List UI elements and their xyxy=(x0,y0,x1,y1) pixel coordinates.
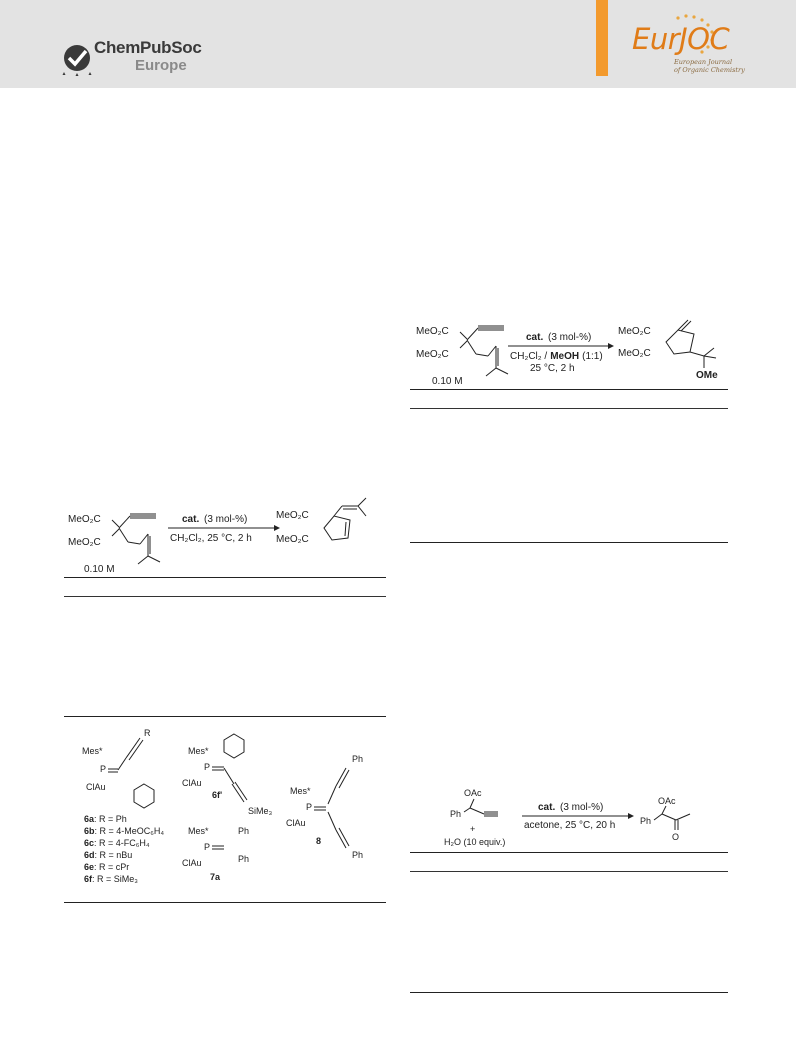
journal-subtitle-1: European Journal xyxy=(674,58,733,66)
scheme1-catalyst: cat. xyxy=(182,514,200,525)
scheme3-ph: Ph xyxy=(450,809,462,819)
scheme3-conditions: acetone, 25 °C, 20 h xyxy=(524,820,616,831)
scheme1-catalyst-loading: (3 mol-%) xyxy=(204,514,248,525)
catalyst6f-p: P xyxy=(204,762,211,772)
catalyst6f-mes: Mes* xyxy=(188,746,209,756)
catalyst7a-ph-top: Ph xyxy=(238,826,250,836)
svg-text:6d: R = nBu: 6d: R = nBu xyxy=(84,850,133,860)
scheme2-table-top-rule xyxy=(410,389,728,390)
catalyst7a-mes: Mes* xyxy=(188,826,209,836)
scheme3-table-bottom-rule xyxy=(410,992,728,993)
catalyst-bottom-rule xyxy=(64,902,386,903)
svg-text:6a: R = Ph: 6a: R = Ph xyxy=(84,814,127,824)
catalyst8-label: 8 xyxy=(316,836,322,846)
scheme1-table-bottom-rule xyxy=(64,716,386,717)
catalyst8-p: P xyxy=(306,802,313,812)
catalyst8-clau: ClAu xyxy=(286,818,306,828)
scheme3-product-ph: Ph xyxy=(640,816,652,826)
scheme1-sm-ester-bottom: MeO₂C xyxy=(68,537,101,548)
scheme2-sm-ester-top: MeO₂C xyxy=(416,326,449,337)
scheme2-concentration: 0.10 M xyxy=(432,376,463,387)
catalyst6-r-label: R xyxy=(144,728,151,738)
reaction-scheme-methoxycyclization xyxy=(412,312,732,392)
scheme2-catalyst: cat. xyxy=(526,332,544,343)
scheme3-product-o: O xyxy=(672,832,680,842)
scheme3-table-header-rule xyxy=(410,871,728,872)
scheme2-table-header-rule xyxy=(410,408,728,409)
scheme1-drawing xyxy=(64,500,394,580)
catalyst6f-sime3: SiMe₃ xyxy=(248,806,273,816)
scheme2-drawing xyxy=(412,312,732,392)
scheme3-table-top-rule xyxy=(410,852,728,853)
scheme1-sm-ester-top: MeO₂C xyxy=(68,514,101,525)
svg-text:6c: R = 4-FC₆H₄: 6c: R = 4-FC₆H₄ xyxy=(84,838,150,848)
scheme3-product-oac: OAc xyxy=(658,796,676,806)
scheme2-sm-ester-bottom: MeO₂C xyxy=(416,349,449,360)
scheme3-drawing xyxy=(440,784,730,850)
scheme3-water: H₂O (10 equiv.) xyxy=(444,837,506,847)
journal-logo: EurJOC xyxy=(632,22,730,56)
scheme1-product-ester-top: MeO₂C xyxy=(276,510,309,521)
svg-text:6e: R = cPr: 6e: R = cPr xyxy=(84,862,130,872)
catalyst-structures-drawing xyxy=(64,722,394,902)
catalyst8-ph-top: Ph xyxy=(352,754,364,764)
scheme1-conditions: CH₂Cl₂, 25 °C, 2 h xyxy=(170,533,252,544)
scheme1-product-ester-bottom: MeO₂C xyxy=(276,534,309,545)
publisher-region: Europe xyxy=(135,57,187,74)
svg-text:6b: R = 4-MeOC₆H₄: 6b: R = 4-MeOC₆H₄ xyxy=(84,826,165,836)
svg-text:6f: R = SiMe₃: 6f: R = SiMe₃ xyxy=(84,874,138,884)
catalyst7a-ph-bottom: Ph xyxy=(238,854,250,864)
catalyst7a-p: P xyxy=(204,842,211,852)
scheme3-oac: OAc xyxy=(464,788,482,798)
journal-subtitle-2: of Organic Chemistry xyxy=(674,66,745,74)
catalyst6-clau: ClAu xyxy=(86,782,106,792)
scheme2-catalyst-loading: (3 mol-%) xyxy=(548,332,592,343)
scheme2-product-ome: OMe xyxy=(696,370,718,381)
catalyst6f-label: 6f' xyxy=(212,790,223,800)
scheme1-table-header-rule xyxy=(64,596,386,597)
catalyst8-mes: Mes* xyxy=(290,786,311,796)
reaction-scheme-cycloisomerization xyxy=(64,500,394,580)
catalyst6-mes: Mes* xyxy=(82,746,103,756)
scheme3-catalyst-loading: (3 mol-%) xyxy=(560,802,604,813)
catalyst8-ph-bottom: Ph xyxy=(352,850,364,860)
journal-accent-bar xyxy=(596,0,608,76)
publisher-name: ChemPubSoc xyxy=(94,38,202,57)
scheme3-plus: + xyxy=(470,824,476,834)
catalyst6-p: P xyxy=(100,764,107,774)
scheme2-solvent: CH₂Cl₂ / MeOH (1:1) xyxy=(510,351,603,362)
catalyst7a-label: 7a xyxy=(210,872,221,882)
scheme2-product-ester-bottom: MeO₂C xyxy=(618,348,651,359)
catalyst6f-clau: ClAu xyxy=(182,778,202,788)
scheme2-product-ester-top: MeO₂C xyxy=(618,326,651,337)
catalyst7a-clau: ClAu xyxy=(182,858,202,868)
scheme2-conditions: 25 °C, 2 h xyxy=(530,363,575,374)
catalyst6-substituent-list xyxy=(84,814,164,884)
scheme1-table-top-rule xyxy=(64,577,386,578)
scheme3-catalyst: cat. xyxy=(538,802,556,813)
reaction-scheme-hydration xyxy=(440,784,730,850)
journal-header xyxy=(0,0,796,88)
scheme2-table-bottom-rule xyxy=(410,542,728,543)
scheme1-concentration: 0.10 M xyxy=(84,564,115,575)
catalyst-structures xyxy=(64,722,394,902)
